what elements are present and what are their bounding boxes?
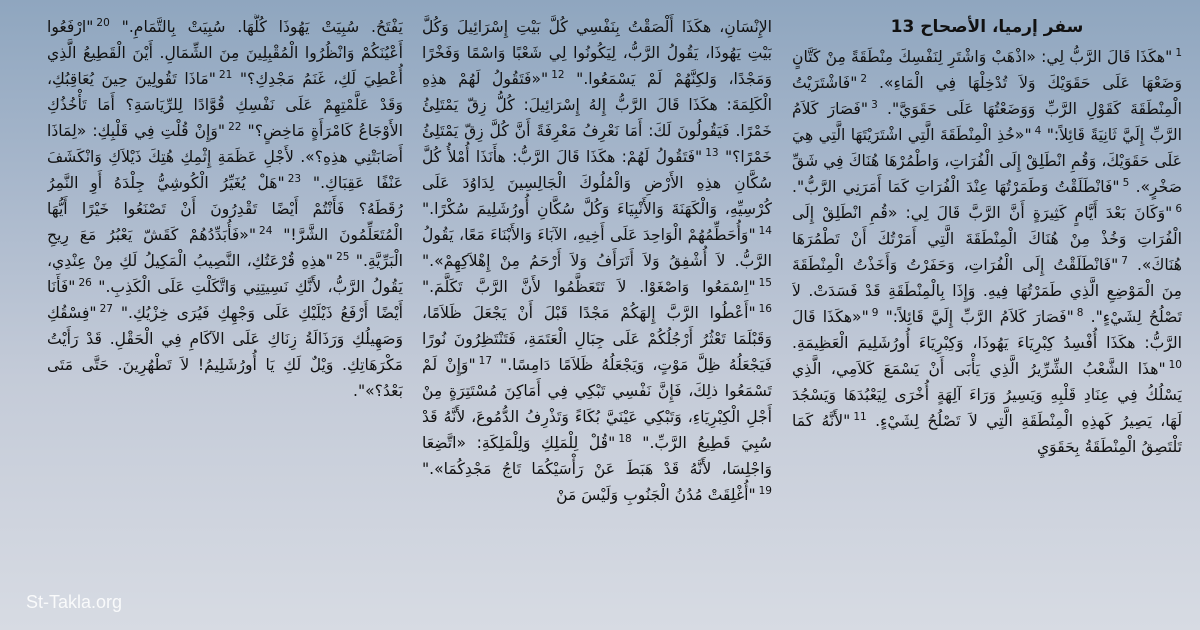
verse-text: "فِسْقُكِ وَصَهِيلُكِ وَرَذَالَةُ زِنَاكِ عَلَى الآكَامِ فِي الْحَقْلِ. قَدْ رَأَيْتُ مَكْرَهَاتِكِ. وَيْلٌ لَكِ يَا أُورُشَلِيمُ! لاَ تَطْهُرِينَ. حَتَّى مَتَى بَعْدُ؟»". <box>47 304 403 400</box>
verse-list <box>47 14 403 404</box>
verse-number: 9 <box>871 306 879 319</box>
verse-number: 2 <box>860 72 868 85</box>
verse-number: 23 <box>287 172 302 185</box>
verse-number: 19 <box>758 484 772 497</box>
verse-text: "فَانْطَلَقْتُ إِلَى الْفُرَاتِ، وَحَفَرْتُ وَأَخَذْتُ الْمِنْطَقَةَ مِنَ الْمَوْضِعِ الَّذِي طَمَرْتُهَا فِيهِ. وَإِذَا بِالْمِنْطَقَةِ قَدْ فَسَدَتْ. لاَ تَصْلُحُ لِشَيْءٍ". <box>792 256 1182 326</box>
verse-number: 20 <box>96 16 110 29</box>
verse-number: 3 <box>871 98 878 111</box>
verse-number: 10 <box>1168 358 1182 371</box>
verse-number: 27 <box>99 302 113 315</box>
verse-text: "فَأَنَا أَيْضًا أَرْفَعُ ذَيْلَيْكِ عَلَى وَجْهِكِ فَيُرَى خِزْيُكِ." <box>47 278 403 322</box>
text-column-2 <box>422 14 772 610</box>
verse-text: "هذَا الشَّعْبُ الشِّرِّيرُ الَّذِي يَأْبَى أَنْ يَسْمَعَ كَلاَمِي، الَّذِي يَسْلُكُ فِي عِنَادِ قَلْبِهِ وَيَسِيرُ وَرَاءَ آلِهَةٍ أُخْرَى لِيَعْبُدَهَا وَيَسْجُدَ لَهَا، يَصِيرُ كَهذِهِ الْمِنْطَقَةِ الَّتِي لاَ تَصْلُحُ لِشَيْءٍ. <box>792 360 1182 430</box>
verse-text: "هذِهِ قُرْعَتُكِ، النَّصِيبُ الْمَكِيلُ لَكِ مِنْ عِنْدِي، يَقُولُ الرَّبُّ، لأَنَّكِ نَسِيتِنِي وَاتَّكَلْتِ عَلَى الْكَذِبِ." <box>47 252 403 296</box>
verse-text: "ارْفَعُوا أَعْيُنَكُمْ وَانْظُرُوا الْمُقْبِلِينَ مِنَ الشِّمَالِ. أَيْنَ الْقَطِيعُ الَّذِي أُعْطِيَ لَكِ، غَنَمُ مَجْدِكِ؟" <box>47 18 403 88</box>
verse <box>886 308 1084 326</box>
chapter-title: سفر إرميا، الأصحاح 13 <box>890 17 1084 37</box>
verse-text: "أَعْطُوا الرَّبَّ إِلهَكُمْ مَجْدًا قَبْلَ أَنْ يَجْعَلَ ظَلاَمًا، وَقَبْلَمَا تَعْثُرُ أَرْجُلُكُمْ عَلَى جِبَالِ الْعَتَمَةِ، فَتَنْتَظِرُونَ نُورًا فَيَجْعَلُهُ ظِلَّ مَوْتٍ، وَيَجْعَلُهُ ظَلاَمًا دَامِسًا." <box>422 304 772 374</box>
verse <box>792 178 1129 196</box>
verse-number: 18 <box>618 432 632 445</box>
verse-number: 17 <box>478 354 493 367</box>
verse-number: 26 <box>78 276 92 289</box>
text-column-3 <box>47 14 403 610</box>
verse-number: 12 <box>551 68 565 81</box>
verse-text: "فَانْطَلَقْتُ وَطَمَرْتُهَا عِنْدَ الْفُرَاتِ كَمَا أَمَرَنِي الرَّبُّ". <box>792 178 1120 196</box>
verse-number: 7 <box>1121 254 1128 267</box>
verse-text: "«خُذِ الْمِنْطَقَةَ الَّتِي اشْتَرَيْتَهَا الَّتِي هِيَ عَلَى حَقَوَيْكَ، وَقُمِ انْطَلِقْ إِلَى الْفُرَاتِ، وَاطْمُرْهَا هُنَاكَ فِي شَقِّ صَخْرٍ». <box>792 126 1182 196</box>
verse <box>556 486 772 504</box>
verse-number: 24 <box>259 224 273 237</box>
verse-text: "اِسْمَعُوا وَاصْغَوْا. لاَ تَتَعَظَّمُوا لأَنَّ الرَّبَّ تَكَلَّمَ." <box>422 278 756 296</box>
verse-text: "أُغْلِقَتْ مُدُنُ الْجَنُوبِ وَلَيْسَ مَنْ <box>556 486 756 504</box>
verse-text: "قُلْ لِلْمَلِكِ وَلِلْمَلِكَةِ: «اتَّضِعَا وَاجْلِسَا، لأَنَّهُ قَدْ هَبَطَ عَنْ رَأْسَيْكُمَا تَاجُ مَجْدِكُمَا»." <box>422 434 772 478</box>
verse-text: "مَاذَا تَقُولِينَ حِينَ يُعَاقِبُكِ، وَقَدْ عَلَّمْتِهِمْ عَلَى نَفْسِكِ قُوَّادًا لِلرِّيَاسَةِ؟ أَمَا تَأْخُذُكِ الأَوْجَاعُ كَامْرَأَةٍ مَاخِضٍ؟" <box>47 70 403 140</box>
site-watermark: St-Takla.org <box>26 592 123 612</box>
verse-text: "وَإِنْ قُلْتِ فِي قَلْبِكِ: «لِمَاذَا أَصَابَتْنِي هذِهِ؟». لأَجْلِ عَظَمَةِ إِثْمِكِ هُتِكَ ذَيْلاَكِ وَانْكَشَفَ عَنْفًا عَقِبَاكِ." <box>47 122 403 192</box>
verse-number: 1 <box>1175 46 1182 59</box>
verse-number: 25 <box>336 250 350 263</box>
verse-text: "هَلْ يُغَيِّرُ الْكُوشِيُّ جِلْدَهُ أَوِ النَّمِرُ رُقَطَهُ؟ فَأَنْتُمْ أَيْضًا تَقْدِرُونَ أَنْ تَصْنَعُوا خَيْرًا أَيُّهَا الْمُتَعَلِّمُونَ الشَّرَّ!" <box>47 174 403 244</box>
verse-text: "«فَأُبَدِّدُهُمْ كَقَشّ يَعْبُرُ مَعَ رِيحِ الْبَرِّيَّةِ." <box>47 226 403 270</box>
verse-number: 13 <box>705 146 719 159</box>
verse-text: الإِنْسَانِ، هكَذَا أَلْصَقْتُ بِنَفْسِي كُلَّ بَيْتِ إِسْرَائِيلَ وَكُلَّ بَيْتِ يَهُوذَا، يَقُولُ الرَّبُّ، لِيَكُونُوا لِي شَعْبًا وَاسْمًا وَفَخْرًا وَمَجْدًا، وَلكِنَّهُمْ لَمْ يَسْمَعُوا." <box>422 18 772 88</box>
verse-number: 22 <box>228 120 242 133</box>
verse-number: 15 <box>758 276 772 289</box>
verse <box>122 18 403 36</box>
verse-number: 8 <box>1076 306 1084 319</box>
verse-number: 21 <box>218 68 233 81</box>
verse-list <box>422 14 772 508</box>
text-column-1 <box>792 14 1182 610</box>
verse <box>422 278 772 296</box>
verse-text: "وَكَانَ بَعْدَ أَيَّامٍ كَثِيرَةٍ أَنَّ الرَّبَّ قَالَ لِي: «قُمِ انْطَلِقْ إِلَى الْفُرَاتِ وَخُذْ مِنْ هُنَاكَ الْمِنْطَقَةَ الَّتِي أَمَرْتُكَ أَنْ تَطْمُرَهَا هُنَاكَ». <box>792 204 1182 274</box>
verse-number: 14 <box>758 224 772 237</box>
verse-list <box>792 44 1182 460</box>
verse <box>422 148 772 218</box>
verse-text: يَفْتَحُ. سُبِيَتْ يَهُوذَا كُلُّهَا. سُبِيَتْ بِالتَّمَامِ." <box>121 18 403 36</box>
verse-text: "فَتَقُولُ لَهُمْ: هكَذَا قَالَ الرَّبُّ: هأَنَذَا أُمْلأُ كُلَّ سُكَّانِ هذِهِ الأَرْضِ وَالْمُلُوكَ الْجَالِسِينَ لِدَاوُدَ عَلَى كُرْسِيِّهِ، وَالْكَهَنَةَ وَالأَنْبِيَاءَ وَكُلَّ سُكَّانِ أُورُشَلِيمَ سُكْرًا." <box>422 148 772 218</box>
verse-text: "فَصَارَ كَلاَمُ الرَّبِّ إِلَيَّ قَائِلاً:" <box>885 308 1074 326</box>
verse-text: "فَصَارَ كَلاَمُ الرَّبِّ إِلَيَّ ثَانِيَةً قَائِلاً:" <box>792 100 1182 144</box>
verse-number: 6 <box>1175 202 1182 215</box>
verse <box>47 252 403 296</box>
verse-text: "«فَتَقُولُ لَهُمْ هذِهِ الْكَلِمَةَ: هكَذَا قَالَ الرَّبُّ إِلهُ إِسْرَائِيلَ: كُلُّ زِقّ يَمْتَلِئُ خَمْرًا. فَيَقُولُونَ لَكَ: أَمَا نَعْرِفُ مَعْرِفَةً أَنَّ كُلَّ زِقّ يَمْتَلِئُ خَمْرًا؟" <box>422 70 772 166</box>
verse-text: "هكَذَا قَالَ الرَّبُّ لِي: «اذْهَبْ وَاشْتَرِ لِنَفْسِكَ مِنْطَقَةً مِنْ كَتَّانٍ وَضَعْهَا عَلَى حَقَوَيْكَ وَلاَ تُدْخِلْهَا فِي الْمَاءِ». <box>792 48 1182 92</box>
verse-number: 4 <box>1034 124 1042 137</box>
verse-text: "وَإِنْ لَمْ تَسْمَعُوا ذلِكَ، فَإِنَّ نَفْسِي تَبْكِي فِي أَمَاكِنَ مُسْتَتِرَةٍ مِنْ أَجْلِ الْكِبْرِيَاءِ، وَتَبْكِي عَيْنَيَّ بُكَاءً وَتَذْرِفُ الدُّمُوعَ، لأَنَّهُ قَدْ سُبِيَ قَطِيعُ الرَّبِّ." <box>422 356 772 452</box>
verse-text: "لأَنَّهُ كَمَا تَلْتَصِقُ الْمِنْطَقَةُ بِحَقَوَيِ <box>792 412 1182 456</box>
verse-text: "فَاشْتَرَيْتُ الْمِنْطَقَةَ كَقَوْلِ الرَّبِّ وَوَضَعْتُهَا عَلَى حَقَوَيَّ". <box>792 74 1182 118</box>
verse-text: "وَأُحَطِّمُهُمْ الْوَاحِدَ عَلَى أَخِيهِ، الآبَاءَ وَالأَبْنَاءَ مَعًا، يَقُولُ الرَّبُّ. لاَ أُشْفِقُ وَلاَ أَتَرَأَفُ وَلاَ أَرْحَمُ مِنْ إِهْلاَكِهِمْ»." <box>422 226 772 270</box>
verse-number: 16 <box>758 302 772 315</box>
verse-number: 11 <box>853 410 867 423</box>
verse <box>422 226 772 270</box>
verse-text: "«هكَذَا قَالَ الرَّبُّ: هكَذَا أُفْسِدُ كِبْرِيَاءَ يَهُوذَا، وَكِبْرِيَاءَ أُورُشَلِيمَ الْعَظِيمَةِ. <box>792 308 1182 352</box>
verse-number: 5 <box>1122 176 1130 189</box>
